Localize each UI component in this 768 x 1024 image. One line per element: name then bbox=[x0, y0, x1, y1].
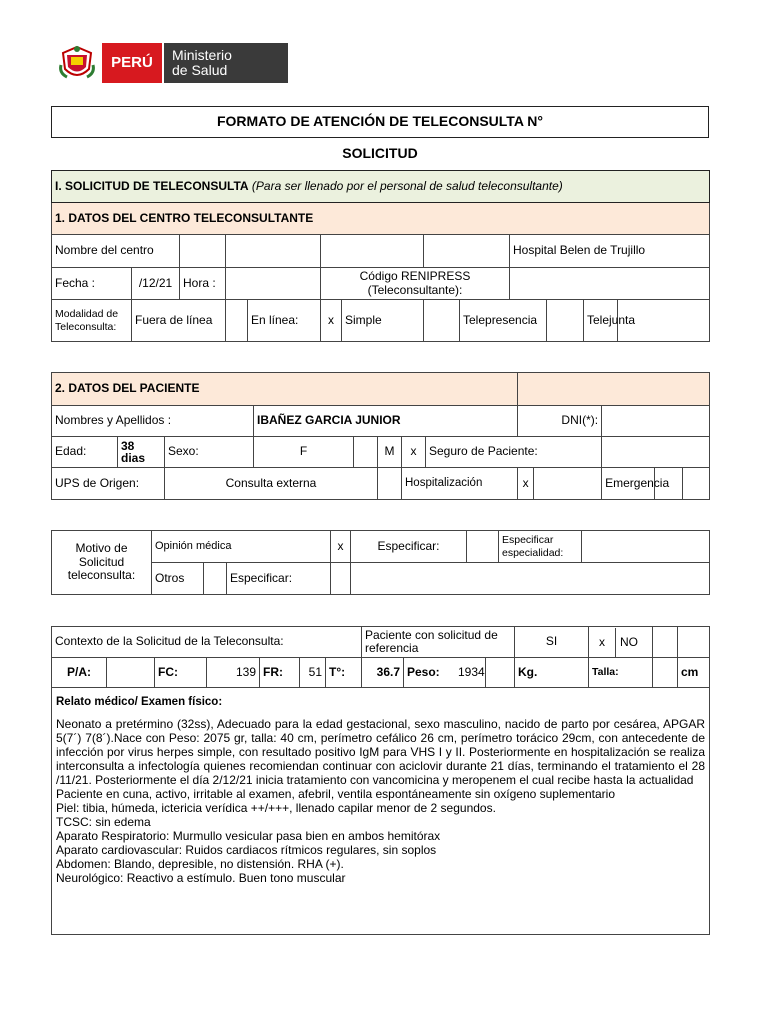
relato-line: Neurológico: Reactivo a estímulo. Buen tono muscular bbox=[56, 871, 346, 886]
kg-label: Kg. bbox=[515, 658, 589, 688]
pa-label: P/A: bbox=[52, 658, 107, 688]
dni-label: DNI(*): bbox=[518, 406, 602, 437]
ministry-line2: de Salud bbox=[172, 62, 228, 78]
relato-paragraph: Neonato a pretérmino (32ss), Adecuado para la edad gestacional, sexo masculino, nacido de parto por cesárea, APGAR 5(7´) 7(8´).Nace con Peso: 2075 gr, talla: 40 cm, perímetro cefálico 26 cm, perímetro torácico 29cm, con antecedente de infección por virus herpes simple, con resultado positivo IgM para VHS I y II. Posteriormente en hospitalización se realiza interconsulta a infectología quienes recomiendan continuar con aciclovir durante 21 días, terminando el tratamiento el 28 /11/21. Posteriormente el día 2/12/21 inicia tratamiento con vancomicina y meropenem el cual recibe hasta la actualidad bbox=[56, 717, 705, 788]
pa-value[interactable] bbox=[107, 658, 155, 688]
paciente-header: 2. DATOS DEL PACIENTE bbox=[52, 373, 518, 406]
simple-check[interactable] bbox=[424, 300, 460, 342]
centro-table bbox=[51, 170, 710, 342]
ministry-logo bbox=[55, 41, 290, 85]
modalidad-label: Modalidad de Teleconsulta: bbox=[52, 300, 132, 342]
en-linea-label: En línea: bbox=[248, 300, 321, 342]
ups-consulta-label: Consulta externa bbox=[165, 468, 378, 500]
especificar2-value[interactable] bbox=[351, 563, 710, 595]
centro-header: 1. DATOS DEL CENTRO TELECONSULTANTE bbox=[52, 203, 710, 235]
dni-value[interactable] bbox=[602, 406, 710, 437]
fuera-linea-check[interactable] bbox=[226, 300, 248, 342]
empty-cell bbox=[678, 627, 710, 658]
nombres-value[interactable]: IBAÑEZ GARCIA JUNIOR bbox=[254, 406, 518, 437]
motivo-label: Motivo de Solicitud teleconsulta: bbox=[52, 531, 152, 595]
ups-label: UPS de Origen: bbox=[52, 468, 165, 500]
referencia-label: Paciente con solicitud de referencia bbox=[362, 627, 515, 658]
fecha-value[interactable]: /12/21 bbox=[132, 268, 180, 300]
relato-line: Piel: tibia, húmeda, ictericia verídica ++/+++, llenado capilar menor de 2 segundos. bbox=[56, 801, 496, 816]
empty-cell bbox=[331, 563, 351, 595]
fecha-label: Fecha : bbox=[52, 268, 132, 300]
ups-consulta-check[interactable] bbox=[378, 468, 402, 500]
si-check[interactable]: x bbox=[599, 634, 605, 649]
peso-value-wrap bbox=[458, 658, 515, 688]
ups-hosp-label: Hospitalización bbox=[402, 468, 518, 500]
renipress-label: Código RENIPRESS (Teleconsultante): bbox=[321, 268, 510, 300]
empty-cell bbox=[226, 235, 321, 268]
especificar1-value[interactable] bbox=[467, 531, 499, 563]
seguro-label: Seguro de Paciente: bbox=[426, 437, 602, 468]
seguro-value[interactable] bbox=[602, 437, 710, 468]
telejunta-label: Telejunta bbox=[584, 300, 618, 342]
fc-label: FC: bbox=[155, 658, 207, 688]
sexo-m-check[interactable]: x bbox=[402, 437, 426, 468]
simple-label: Simple bbox=[342, 300, 424, 342]
opinion-check[interactable]: x bbox=[331, 531, 351, 563]
paciente-header-fill bbox=[518, 373, 710, 406]
t-value[interactable]: 36.7 bbox=[362, 658, 404, 688]
no-check[interactable] bbox=[653, 627, 678, 658]
empty-cell bbox=[321, 235, 424, 268]
especificar2-label: Especificar: bbox=[227, 563, 331, 595]
sexo-m-label: M bbox=[378, 437, 402, 468]
en-linea-check[interactable]: x bbox=[321, 300, 342, 342]
contexto-table bbox=[51, 626, 710, 935]
renipress-value[interactable] bbox=[510, 268, 710, 300]
si-label: SI bbox=[515, 627, 589, 658]
hora-value[interactable] bbox=[226, 268, 321, 300]
relato-title: Relato médico/ Examen físico: bbox=[56, 696, 223, 708]
sexo-label: Sexo: bbox=[165, 437, 254, 468]
fr-label: FR: bbox=[260, 658, 300, 688]
peru-badge bbox=[102, 43, 162, 83]
paciente-table bbox=[51, 372, 710, 500]
form-subtitle: SOLICITUD bbox=[342, 145, 418, 161]
sexo-f-label: F bbox=[254, 437, 354, 468]
empty-cell bbox=[424, 235, 510, 268]
t-label: T°: bbox=[326, 658, 362, 688]
otros-label: Otros bbox=[152, 563, 204, 595]
nombre-centro-label: Nombre del centro bbox=[52, 235, 180, 268]
relato-line: Aparato cardiovascular: Ruidos cardiacos rítmicos regulares, sin soplos bbox=[56, 843, 437, 858]
relato-cell bbox=[52, 688, 710, 935]
otros-check[interactable] bbox=[204, 563, 227, 595]
section1-note: (Para ser llenado por el personal de salud teleconsultante) bbox=[251, 178, 563, 193]
edad-label: Edad: bbox=[52, 437, 118, 468]
fuera-linea-label: Fuera de línea bbox=[132, 300, 226, 342]
especialidad-value[interactable] bbox=[582, 531, 710, 563]
coat-of-arms-icon bbox=[57, 43, 97, 83]
telepresencia-label: Telepresencia bbox=[460, 300, 547, 342]
talla-value[interactable] bbox=[653, 658, 678, 688]
empty-cell bbox=[180, 235, 226, 268]
ups-hosp-check[interactable]: x bbox=[518, 468, 534, 500]
country-name: PERÚ bbox=[111, 54, 153, 71]
fc-value[interactable]: 139 bbox=[207, 658, 260, 688]
hora-label: Hora : bbox=[180, 268, 226, 300]
ministry-badge bbox=[164, 43, 288, 83]
empty-cell bbox=[534, 468, 602, 500]
peso-label: Peso: bbox=[404, 658, 486, 688]
fr-value[interactable]: 51 bbox=[300, 658, 326, 688]
sexo-f-check[interactable] bbox=[354, 437, 378, 468]
contexto-label: Contexto de la Solicitud de la Teleconsulta: bbox=[52, 627, 362, 658]
peso-value[interactable]: 1934 bbox=[458, 664, 485, 679]
especificar1-label: Especificar: bbox=[351, 531, 467, 563]
opinion-label: Opinión médica bbox=[152, 531, 331, 563]
nombre-centro-value[interactable]: Hospital Belen de Trujillo bbox=[510, 235, 710, 268]
section1-title: I. SOLICITUD DE TELECONSULTA bbox=[55, 178, 249, 193]
form-title: FORMATO DE ATENCIÓN DE TELECONSULTA N° bbox=[51, 106, 709, 138]
ministry-line1: Ministerio bbox=[172, 47, 232, 63]
section1-header bbox=[52, 171, 710, 203]
relato-line: Paciente en cuna, activo, irritable al examen, afebril, ventila espontáneamente sin oxígeno suplementario bbox=[56, 787, 616, 802]
ups-emergencia-label: Emergencia bbox=[602, 468, 655, 500]
edad-value[interactable]: 38 dias bbox=[118, 437, 165, 468]
especialidad-label: Especificar especialidad: bbox=[499, 531, 582, 563]
relato-line: Abdomen: Blando, depresible, no distensión. RHA (+). bbox=[56, 857, 344, 872]
nombres-label: Nombres y Apellidos : bbox=[52, 406, 254, 437]
relato-line: TCSC: sin edema bbox=[56, 815, 151, 830]
telepresencia-check[interactable] bbox=[547, 300, 584, 342]
cm-label: cm bbox=[678, 658, 710, 688]
si-check-wrap bbox=[589, 627, 653, 658]
relato-line: Aparato Respiratorio: Murmullo vesicular pasa bien en ambos hemitórax bbox=[56, 829, 441, 844]
empty-cell bbox=[683, 468, 710, 500]
talla-label: Talla: bbox=[589, 658, 653, 688]
no-label: NO bbox=[615, 628, 650, 657]
motivo-table bbox=[51, 530, 710, 595]
